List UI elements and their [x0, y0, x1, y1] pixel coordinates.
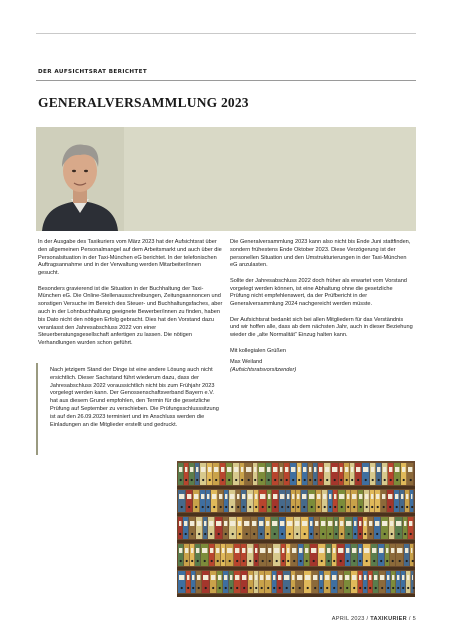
- signature-role: (Aufsichtsratsvorsitzender): [230, 367, 297, 374]
- section-rule: [36, 80, 416, 81]
- footer-issue: APRIL 2023 /: [331, 616, 371, 622]
- paragraph: Sollte der Jahresabschluss 2022 doch früher als erwartet vom Vorstand vorgelegt werden können, ist eine Abhaltung ohne die gesetzliche Prüfung nicht empfehlenswert, da der Prüfbericht in der Generalversammlung 2024 nachgereicht werden müsste.: [230, 277, 407, 308]
- paragraph: Besonders gravierend ist die Situation in der Buchhaltung der Taxi-München eG. Die Online-Stellenausschreibungen, Zeitungsannoncen und sonstigen Versuche im Bereich des Steuer- und Buchhaltungsfaches, aber auch in der Lohnbuchhaltung geeignete Bewerber/innen zu finden, haben bis Dato nicht den nötigen Erfolg gebracht. Dies hat den Vorstand dazu veranlasst den Jahresabschluss 2022 von einer Steuerberatungsgesellschaft anfertigen zu lassen. Die nötigen Verhandlungen wurden schon geführt.: [38, 285, 223, 347]
- section-label: DER AUFSICHTSRAT BERICHTET: [38, 69, 148, 75]
- top-rule: [36, 33, 416, 34]
- paragraph: Der Aufsichtsrat bedankt sich bei allen Mitgliedern für das Verständnis und wir hoffen alle, dass ab dem nächsten Jahr, auch in dieser Beziehung wieder die „alte Normalität“ Einzug halten kann.: [230, 316, 413, 339]
- portrait-photo: [36, 127, 124, 231]
- footer-magazine: TAXIKURIER: [370, 616, 408, 622]
- paragraph: In der Ausgabe des Taxikuriers vom März 2023 hat der Aufsichtsrat über den allgemeinen Personalmangel auf dem Arbeitsmarkt und auch über die Personalsituation in der Taxi-München eG berichtet. In der telefonischen Auftragsannahme und in der Verwaltung werden Mitarbeiter/innen gesucht.: [38, 239, 222, 277]
- page-footer: [332, 616, 416, 622]
- callout-box: [36, 363, 225, 455]
- left-column: [38, 239, 223, 356]
- article-title: GENERALVERSAMMLUNG 2023: [38, 95, 249, 110]
- right-column: [230, 239, 413, 375]
- binder-shelf-photo: [177, 461, 415, 597]
- footer-page: / 5: [407, 616, 416, 622]
- callout-text: Nach jetzigem Stand der Dinge ist eine andere Lösung auch nicht ersichtlich. Dieser Sachstand führt wiederum dazu, dass der Jahresabschluss 2022 voraussichtlich nicht bis zum Frühjahr 2023 vorgelegt werden kann. Der Genossenschaftsverband Bayern e.V. hat aus diesem Grund empfohlen, den Termin für die gesetzliche Prüfung auf September zu verschieben. Die Prüfungsschlusssitzung ist auf den 26.09.2023 terminiert und im Anschluss werden die Einladungen an die Mitglieder erstellt und gedruckt.: [50, 367, 219, 428]
- paragraph: Die Generalversammlung 2023 kann also nicht bis Ende Juni stattfinden, sondern frühestens Ende Oktober 2023. Diese Verzögerung ist der personellen Situation und den Umstrukturierungen in der Taxi-München eG anzulasten.: [230, 239, 411, 269]
- signature-name: Max Weiland: [230, 359, 263, 366]
- closing-greeting: Mit kollegialen Grüßen: [230, 347, 286, 354]
- portrait-photo-band: [36, 127, 416, 231]
